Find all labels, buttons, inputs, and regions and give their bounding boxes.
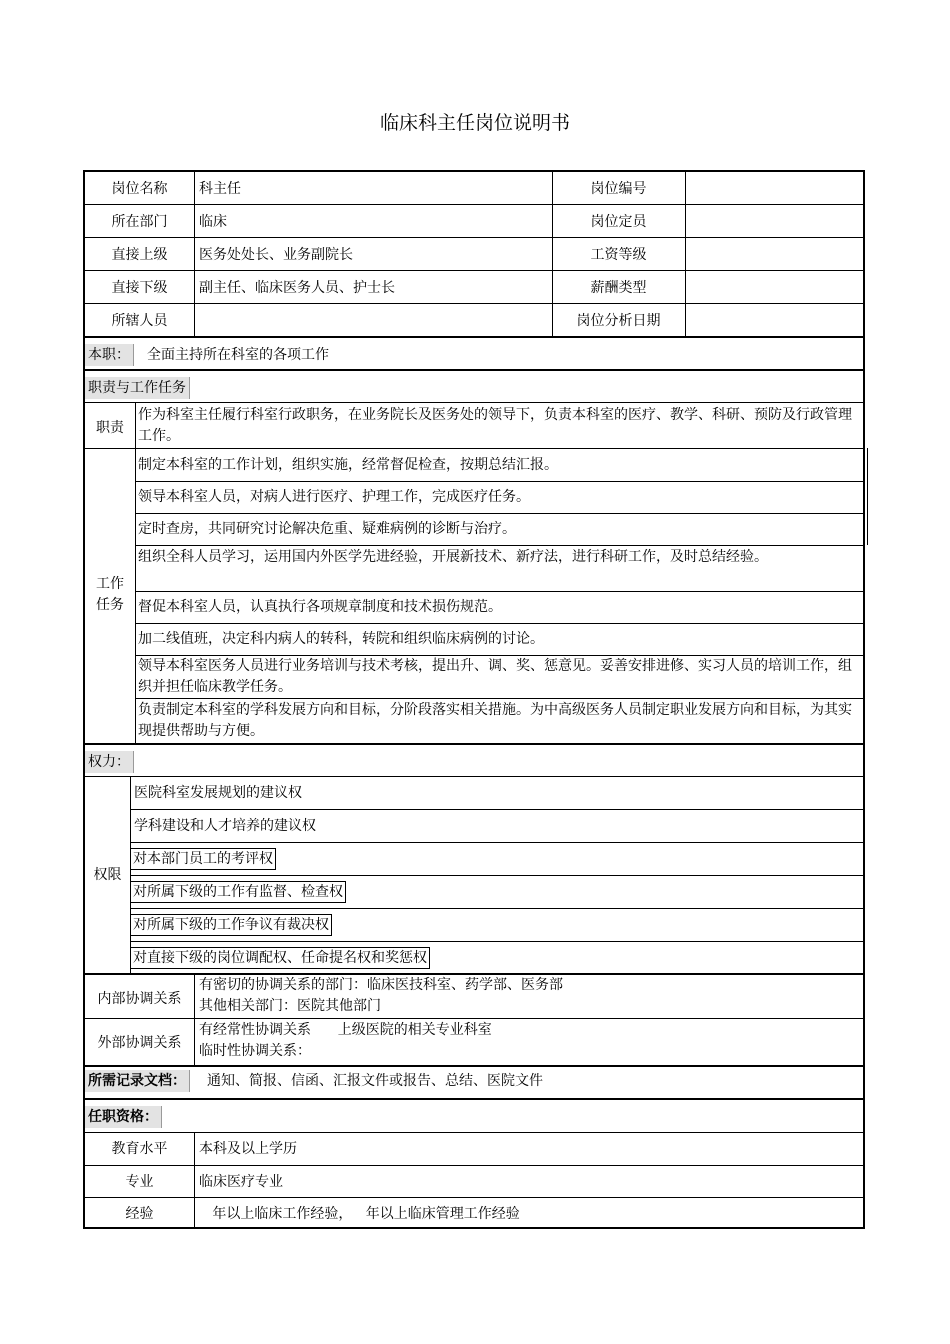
major-label: 专业 — [125, 1174, 154, 1190]
job-name-value: 科主任 — [199, 181, 241, 197]
authority-item: 对所属下级的工作有监督、检查权 — [130, 881, 346, 903]
education-value: 本科及以上学历 — [199, 1141, 297, 1157]
subordinate-value: 副主任、临床医务人员、护士长 — [199, 280, 395, 296]
task-item: 制定本科室的工作计划，组织实施，经常督促检查，按期总结汇报。 — [138, 457, 558, 473]
task-item: 定时查房，共同研究讨论解决危重、疑难病例的诊断与治疗。 — [138, 521, 516, 537]
task-item: 领导本科室医务人员进行业务培训与技术考核，提出升、调、奖、惩意见。妥善安排进修、实习人员的培训工作，组织并担任临床教学任务。 — [138, 658, 852, 695]
education-label: 教育水平 — [111, 1141, 168, 1157]
duty-label: 职责 — [96, 420, 124, 436]
duty-summary-label: 本职： — [85, 344, 134, 366]
pay-type-label: 薪酬类型 — [590, 280, 647, 296]
task-item: 督促本科室人员，认真执行各项规章制度和技术损伤规范。 — [138, 599, 502, 615]
staff-label: 所辖人员 — [111, 313, 168, 329]
authority-section-label: 权力： — [85, 751, 134, 773]
duty-summary-text: 全面主持所在科室的各项工作 — [147, 347, 329, 363]
experience-label: 经验 — [125, 1206, 154, 1222]
job-name-label: 岗位名称 — [111, 181, 168, 197]
internal-coordination-line1: 有密切的协调关系的部门：临床医技科室、药学部、医务部 — [199, 977, 563, 993]
duty-text: 作为科室主任履行科室行政职务，在业务院长及医务处的领导下，负责本科室的医疗、教学、科研、预防及行政管理工作。 — [138, 407, 852, 444]
external-coordination-line1: 有经常性协调关系 上级医院的相关专业科室 — [199, 1022, 492, 1038]
authority-item: 医院科室发展规划的建议权 — [134, 785, 302, 801]
authority-label: 权限 — [93, 867, 122, 883]
internal-coordination-label: 内部协调关系 — [97, 991, 182, 1007]
authority-item: 对本部门员工的考评权 — [130, 848, 276, 870]
analysis-date-label: 岗位分析日期 — [576, 313, 661, 329]
task-item: 负责制定本科室的学科发展方向和目标，分阶段落实相关措施。为中高级医务人员制定职业发展方向和目标，为其实现提供帮助与方便。 — [138, 702, 852, 739]
salary-grade-label: 工资等级 — [590, 247, 647, 263]
superior-value: 医务处处长、业务副院长 — [199, 247, 353, 263]
authority-item: 对所属下级的工作争议有裁决权 — [130, 914, 332, 936]
responsibilities-section-label: 职责与工作任务 — [85, 377, 190, 399]
authority-item: 对直接下级的岗位调配权、任命提名权和奖惩权 — [130, 947, 430, 969]
job-code-label: 岗位编号 — [590, 181, 647, 197]
superior-label: 直接上级 — [111, 247, 168, 263]
records-text: 通知、简报、信函、汇报文件或报告、总结、医院文件 — [207, 1073, 543, 1089]
qualifications-section-label: 任职资格： — [85, 1106, 162, 1128]
task-label: 工作任务 — [96, 576, 124, 613]
headcount-label: 岗位定员 — [590, 214, 647, 230]
job-description-table — [83, 170, 865, 1229]
major-value: 临床医疗专业 — [199, 1174, 283, 1190]
records-label: 所需记录文档： — [85, 1070, 190, 1092]
department-label: 所在部门 — [111, 214, 168, 230]
department-value: 临床 — [199, 214, 227, 230]
internal-coordination-line2: 其他相关部门：医院其他部门 — [199, 998, 381, 1014]
task-item: 组织全科人员学习，运用国内外医学先进经验，开展新技术、新疗法，进行科研工作，及时总结经验。 — [138, 549, 768, 565]
subordinate-label: 直接下级 — [111, 280, 168, 296]
external-coordination-label: 外部协调关系 — [97, 1035, 182, 1051]
document-title: 临床科主任岗位说明书 — [379, 112, 570, 134]
authority-item: 学科建设和人才培养的建议权 — [134, 818, 316, 834]
experience-value: 年以上临床工作经验， 年以上临床管理工作经验 — [199, 1206, 520, 1222]
external-coordination-line2: 临时性协调关系： — [199, 1043, 311, 1059]
task-item: 领导本科室人员，对病人进行医疗、护理工作，完成医疗任务。 — [138, 489, 530, 505]
task-item: 加二线值班，决定科内病人的转科，转院和组织临床病例的讨论。 — [138, 631, 544, 647]
